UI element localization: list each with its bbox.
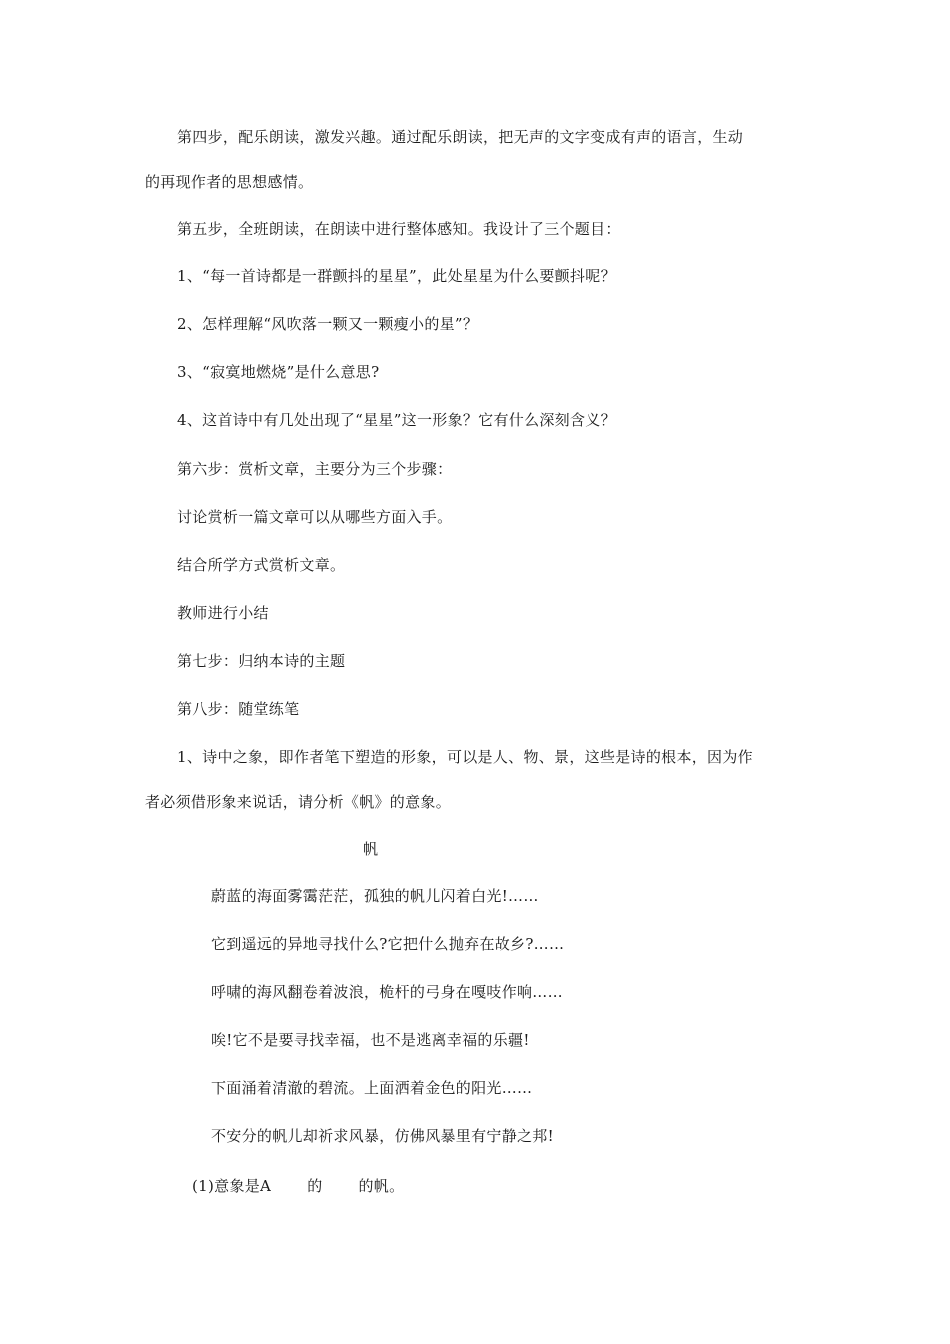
imagery-question-suffix: 的帆。 [358, 1177, 405, 1195]
imagery-question [192, 1176, 404, 1196]
poem-line: 唉!它不是要寻找幸福，也不是逃离幸福的乐疆! [211, 1031, 530, 1049]
question-3: 3、“寂寞地燃烧”是什么意思? [177, 363, 380, 381]
question-4: 4、这首诗中有几处出现了“星星”这一形象？它有什么深刻含义？ [177, 411, 616, 429]
exercise1-line2: 者必须借形象来说话，请分析《帆》的意象。 [145, 793, 452, 811]
poem-line: 不安分的帆儿却祈求风暴，仿佛风暴里有宁静之邦! [211, 1127, 554, 1145]
poem-line: 蔚蓝的海面雾霭茫茫，孤独的帆儿闪着白光!…… [211, 887, 539, 905]
step6-item-c: 教师进行小结 [177, 604, 269, 622]
poem-line: 呼啸的海风翻卷着波浪，桅杆的弓身在嘎吱作响…… [211, 983, 563, 1001]
question-1: 1、“每一首诗都是一群颤抖的星星”，此处星星为什么要颤抖呢？ [177, 267, 616, 285]
step4-paragraph-line1: 第四步，配乐朗读，激发兴趣。通过配乐朗读，把无声的文字变成有声的语言，生动 [177, 128, 744, 146]
exercise1-line1: 1、诗中之象，即作者笔下塑造的形象，可以是人、物、景，这些是诗的根本，因为作 [177, 748, 753, 766]
step4-paragraph-line2: 的再现作者的思想感情。 [145, 173, 314, 191]
poem-line: 下面涌着清澈的碧流。上面洒着金色的阳光…… [211, 1079, 533, 1097]
poem-title: 帆 [363, 840, 379, 858]
step6-paragraph: 第六步：赏析文章，主要分为三个步骤： [177, 460, 453, 478]
step7-paragraph: 第七步：归纳本诗的主题 [177, 652, 346, 670]
step6-item-b: 结合所学方式赏析文章。 [177, 556, 346, 574]
step8-paragraph: 第八步：随堂练笔 [177, 700, 300, 718]
step6-item-a: 讨论赏析一篇文章可以从哪些方面入手。 [177, 508, 453, 526]
imagery-question-prefix: (1)意象是A [192, 1177, 272, 1195]
imagery-question-middle: 的 [307, 1177, 323, 1195]
step5-paragraph: 第五步，全班朗读，在朗读中进行整体感知。我设计了三个题目： [177, 220, 621, 238]
poem-line: 它到遥远的异地寻找什么?它把什么抛弃在故乡?…… [211, 935, 565, 953]
question-2: 2、怎样理解“风吹落一颗又一颗瘦小的星”？ [177, 315, 479, 333]
